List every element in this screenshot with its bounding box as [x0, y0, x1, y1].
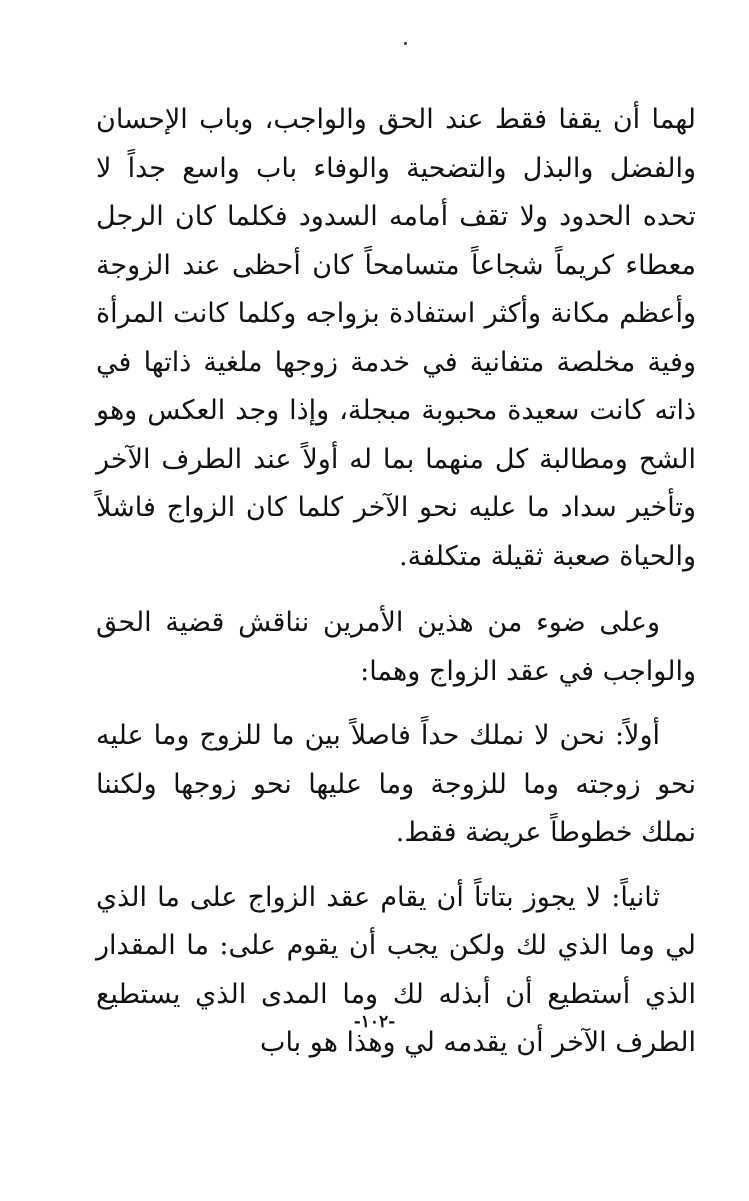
paragraph-4: ثانياً: لا يجوز بتاتاً أن يقام عقد الزواج على ما الذي لي وما الذي لك ولكن يجب أن يقوم على: ما المقدار الذي أستطيع أن أبذله لك وما المدى الذي يستطيع الطرف الآخر أن يقدمه لي وهذا هو باب [96, 881, 696, 1058]
paragraph-2: وعلى ضوء من هذين الأمرين نناقش قضية الحق والواجب في عقد الزواج وهما: [96, 607, 696, 687]
print-speck [404, 42, 407, 45]
paragraph-1: لهما أن يقفا فقط عند الحق والواجب، وباب الإحسان والفضل والبذل والتضحية والوفاء باب واسع جداً لا تحده الحدود ولا تقف أمامه السدود فكلما كان الرجل معطاء كريماً شجاعاً متسامحاً كان أحظى عند الزوجة وأعظم مكانة وأكثر استفادة بزواجه وكلما كانت المرأة وفية مخلصة متفانية في خدمة زوجها ملغية ذاتها في ذاته كانت سعيدة محبوبة مبجلة، وإذا وجد العكس وهو الشح ومطالبة كل منهما بما له أولاً عند الطرف الآخر وتأخير سداد ما عليه نحو الآخر كلما كان الزواج فاشلاً والحياة صعبة ثقيلة متكلفة. [96, 104, 696, 572]
page-body [96, 96, 696, 1068]
paragraph-3: أولاً: نحن لا نملك حداً فاصلاً بين ما للزوج وما عليه نحو زوجته وما للزوجة وما عليها نحو زوجها ولكننا نملك خطوطاً عريضة فقط. [96, 720, 696, 848]
page-number: -١٠٢- [353, 1012, 396, 1032]
